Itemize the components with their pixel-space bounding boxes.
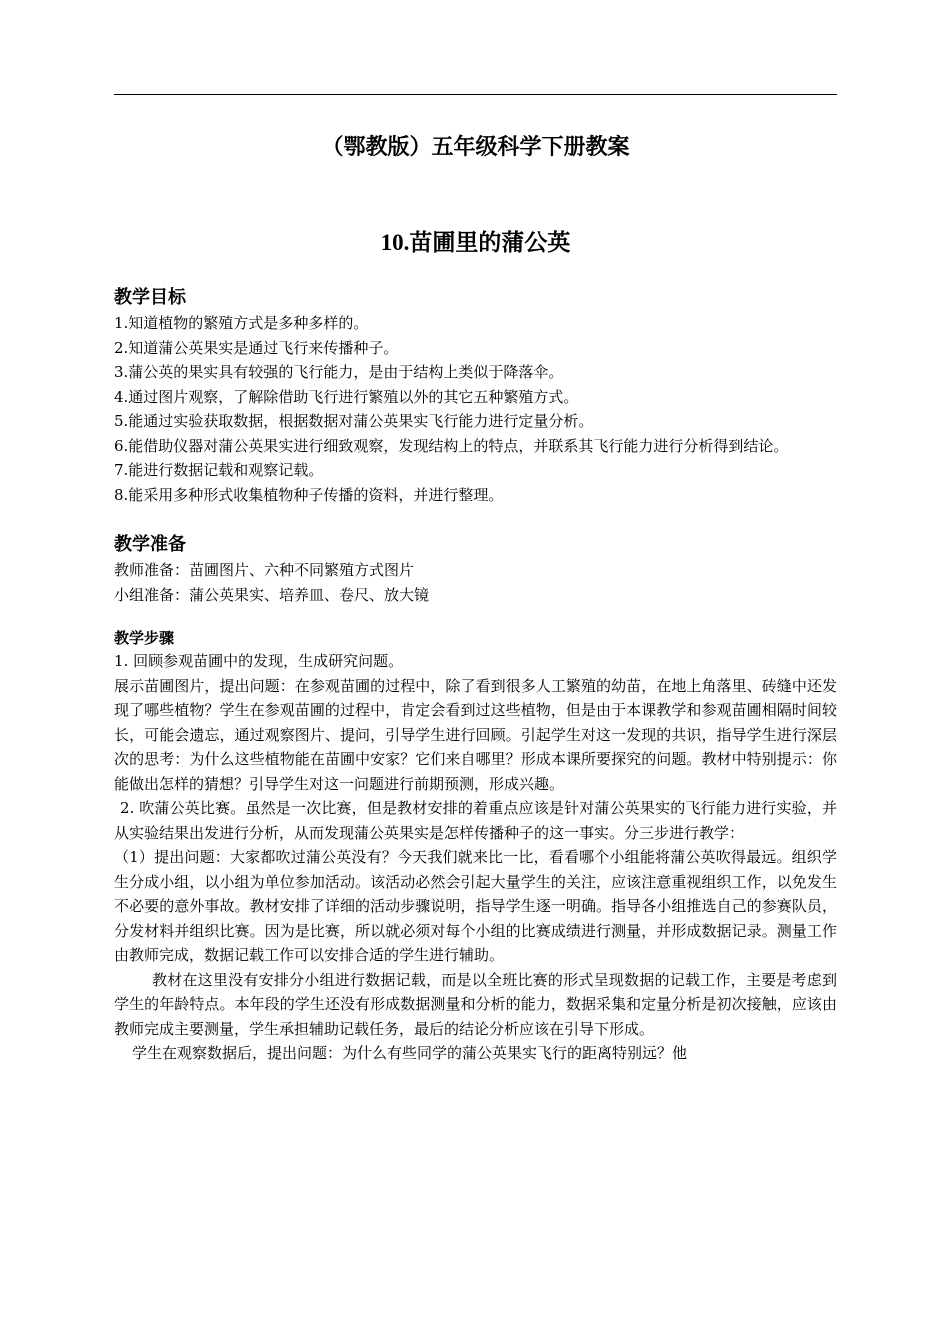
header-rule bbox=[114, 94, 837, 95]
document-title: （鄂教版）五年级科学下册教案 bbox=[321, 135, 630, 160]
steps-section bbox=[114, 627, 837, 1066]
step2-body: 2. 吹蒲公英比赛。虽然是一次比赛，但是教材安排的着重点应该是针对蒲公英果实的飞行能力进行实验，并从实验结果出发进行分析，从而发现蒲公英果实是怎样传播种子的这一事实。分三步进行教学： bbox=[114, 799, 837, 842]
objective-item: 7.能进行数据记载和观察记载。 bbox=[114, 461, 324, 479]
group-preparation: 小组准备：蒲公英果实、培养皿、卷尺、放大镜 bbox=[114, 585, 430, 604]
step2-paragraph: 学生在观察数据后，提出问题：为什么有些同学的蒲公英果实飞行的距离特别远？他 bbox=[132, 1044, 688, 1062]
step2-paragraph: 教材在这里没有安排分小组进行数据记载，而是以全班比赛的形式呈现数据的记载工作，主要是考虑到学生的年龄特点。本年段的学生还没有形成数据测量和分析的能力，数据采集和定量分析是初次接触，应该由教师完成主要测量，学生承担辅助记载任务，最后的结论分析应该在引导下形成。 bbox=[114, 970, 837, 1038]
step2-sub1: （1）提出问题：大家都吹过蒲公英没有？今天我们就来比一比，看看哪个小组能将蒲公英吹得最远。组织学生分成小组，以小组为单位参加活动。该活动必然会引起大量学生的关注，应该注意重视组织工作，以免发生不必要的意外事故。教材安排了详细的活动步骤说明，指导学生逐一明确。指导各小组推选自己的参赛队员，分发材料并组织比赛。因为是比赛，所以就必须对每个小组的比赛成绩进行测量，并形成数据记录。测量工作由教师完成，数据记载工作可以安排合适的学生进行辅助。 bbox=[114, 848, 837, 964]
steps-heading: 教学步骤 bbox=[114, 629, 175, 647]
lesson-title: 10.苗圃里的蒲公英 bbox=[380, 230, 571, 255]
step1-body: 展示苗圃图片，提出问题：在参观苗圃的过程中，除了看到很多人工繁殖的幼苗，在地上角落里、砖缝中还发现了哪些植物？学生在参观苗圃的过程中，肯定会看到过这些植物，但是由于本课教学和参观苗圃相隔时间较长，可能会遗忘，通过观察图片、提问，引导学生进行回顾。引起学生对这一发现的共识，指导学生进行深层次的思考：为什么这些植物能在苗圃中安家？它们来自哪里？形成本课所要探究的问题。教材中特别提示：你能做出怎样的猜想？引导学生对这一问题进行前期预测，形成兴趣。 bbox=[114, 676, 837, 793]
document-page bbox=[114, 130, 837, 1066]
objective-item: 4.通过图片观察，了解除借助飞行进行繁殖以外的其它五种繁殖方式。 bbox=[114, 387, 579, 406]
objective-item: 1.知道植物的繁殖方式是多种多样的。 bbox=[114, 314, 369, 332]
objective-item: 6.能借助仪器对蒲公英果实进行细致观察，发现结构上的特点，并联系其飞行能力进行分析得到结论。 bbox=[114, 436, 789, 455]
preparation-section bbox=[114, 532, 837, 607]
teacher-preparation: 教师准备：苗圃图片、六种不同繁殖方式图片 bbox=[114, 561, 415, 579]
step1-title: 1. 回顾参观苗圃中的发现，生成研究问题。 bbox=[114, 652, 404, 670]
preparation-heading: 教学准备 bbox=[114, 534, 186, 555]
objectives-heading: 教学目标 bbox=[114, 287, 186, 308]
objective-item: 3.蒲公英的果实具有较强的飞行能力，是由于结构上类似于降落伞。 bbox=[114, 363, 564, 381]
objective-item: 8.能采用多种形式收集植物种子传播的资料，并进行整理。 bbox=[114, 485, 504, 504]
objectives-section bbox=[114, 285, 837, 507]
objective-item: 5.能通过实验获取数据，根据数据对蒲公英果实飞行能力进行定量分析。 bbox=[114, 412, 594, 430]
objective-item: 2.知道蒲公英果实是通过飞行来传播种子。 bbox=[114, 338, 399, 357]
